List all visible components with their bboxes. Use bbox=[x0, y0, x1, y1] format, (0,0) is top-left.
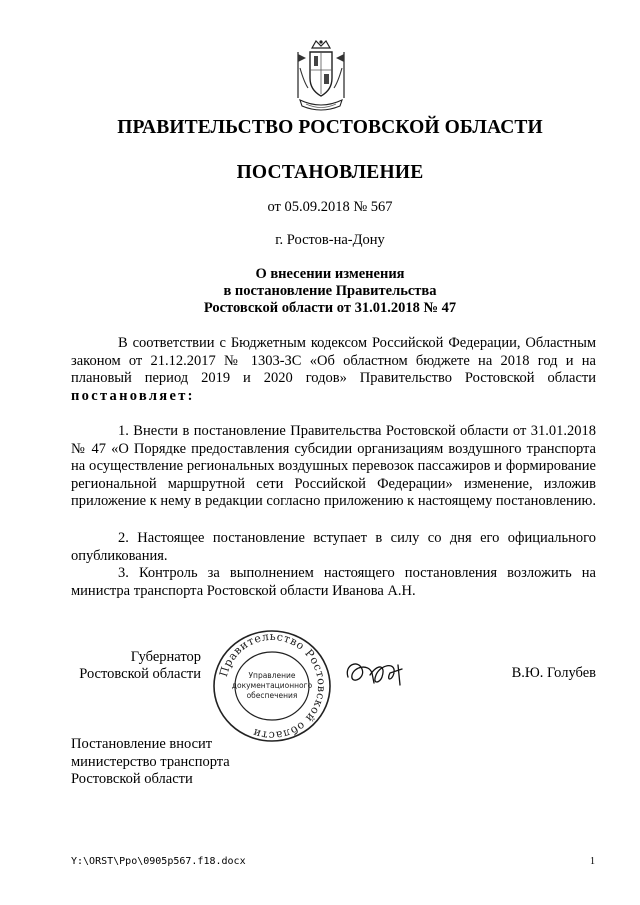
subject-line: в постановление Правительства bbox=[223, 283, 437, 299]
stamp-center-line: документационного bbox=[231, 681, 313, 690]
document-date-number: от 05.09.2018 № 567 bbox=[267, 199, 393, 215]
handwritten-signature bbox=[342, 655, 432, 695]
subject-line: О внесении изменения bbox=[255, 266, 405, 282]
document-subject bbox=[60, 266, 600, 317]
decree-item-text: 1. Внести в постановление Правительства Ростовской области от 31.01.2018 № 47 «О Порядке предоставления субсидии организациям воздушного транспорта на осуществление региональных воздушных перевозок пассажиров и формирование региональной маршрутной сети Российской Федерации» изменение, изложив приложение к нему в редакции согласно приложению к настоящему постановлению. bbox=[71, 423, 596, 510]
page-number: 1 bbox=[590, 856, 595, 867]
document-city: г. Ростов-на-Дону bbox=[275, 232, 385, 248]
stamp-center-line: обеспечения bbox=[246, 691, 298, 700]
decree-item-3 bbox=[71, 565, 596, 600]
preamble-text: В соответствии с Бюджетным кодексом Российской Федерации, Областным законом от 21.12.2017 № 1303-ЗС «Об областном бюджете на 2018 год и на плановый период 2019 и 2020 годов» Правительство Ростовской области bbox=[71, 335, 596, 387]
prepared-by-line: министерство транспорта bbox=[71, 753, 230, 770]
signatory-title-line: Ростовской области bbox=[79, 666, 201, 682]
footer-file-path: Y:\ORST\Ppo\0905p567.f18.docx bbox=[71, 856, 246, 867]
decree-item-2 bbox=[71, 530, 596, 565]
signatory-title-line: Губернатор bbox=[130, 649, 201, 665]
stamp-center-line: Управление bbox=[248, 671, 296, 680]
signatory-title bbox=[71, 649, 201, 683]
government-title: ПРАВИТЕЛЬСТВО РОСТОВСКОЙ ОБЛАСТИ bbox=[117, 117, 543, 138]
decree-item-1 bbox=[71, 423, 596, 511]
decree-item-text: 3. Контроль за выполнением настоящего постановления возложить на министра транспорта Ростовской области Иванова А.Н. bbox=[71, 565, 596, 599]
subject-line: Ростовской области от 31.01.2018 № 47 bbox=[203, 300, 457, 316]
prepared-by-line: Постановление вносит bbox=[71, 736, 213, 752]
stamp-ring-text: Правительство Ростовской области bbox=[216, 629, 329, 743]
coat-of-arms-emblem bbox=[290, 38, 352, 118]
document-type-heading: ПОСТАНОВЛЕНИЕ bbox=[236, 162, 424, 183]
official-stamp bbox=[211, 628, 333, 744]
prepared-by-line: Ростовской области bbox=[71, 771, 193, 787]
preamble-paragraph bbox=[71, 335, 596, 405]
prepared-by-note bbox=[71, 736, 271, 789]
decrees-word: постановляет: bbox=[71, 387, 195, 404]
signatory-name: В.Ю. Голубев bbox=[511, 665, 596, 681]
decree-item-text: 2. Настоящее постановление вступает в силу со дня его официального опубликования. bbox=[71, 530, 596, 564]
